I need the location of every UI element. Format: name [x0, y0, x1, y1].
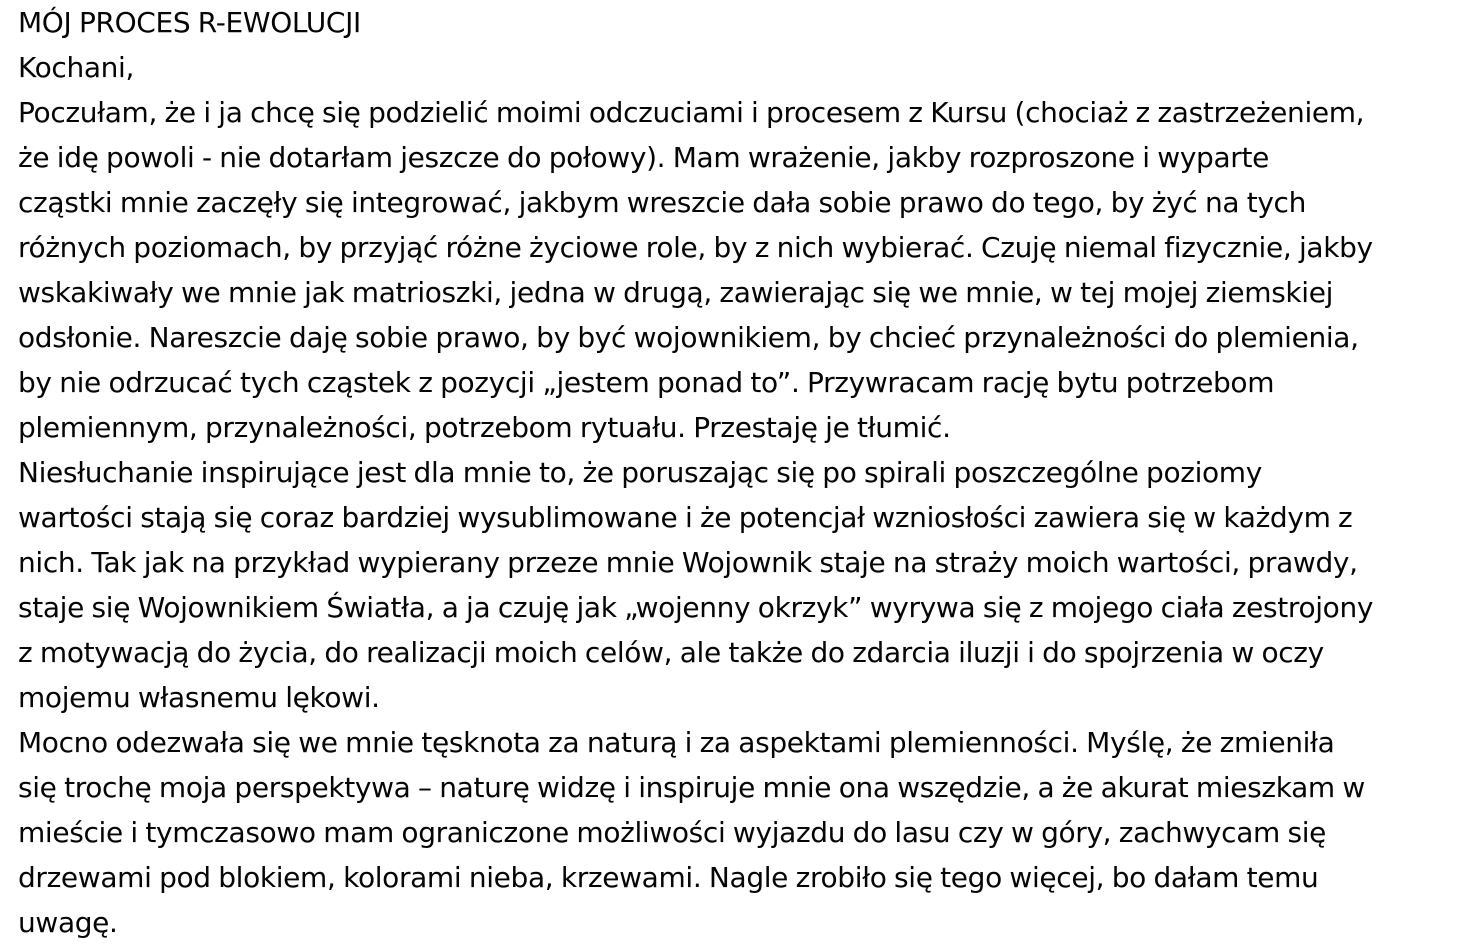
text-line: staje się Wojownikiem Światła, a ja czuję jak „wojenny okrzyk” wyrywa się z mojego ciała zestrojony [18, 591, 1374, 624]
text-line: Niesłuchanie inspirujące jest dla mnie to, że poruszając się po spirali poszczególne poziomy [18, 456, 1262, 489]
paragraph-1 [18, 90, 1483, 450]
text-line: wskakiwały we mnie jak matrioszki, jedna w drugą, zawierając się we mnie, w tej mojej ziemskiej [18, 276, 1334, 309]
text-line: odsłonie. Nareszcie daję sobie prawo, by być wojownikiem, by chcieć przynależności do plemienia, [18, 321, 1359, 354]
document-title: MÓJ PROCES R-EWOLUCJI [18, 6, 361, 39]
document-body [18, 0, 1483, 945]
text-line: się trochę moja perspektywa – naturę widzę i inspiruje mnie ona wszędzie, a że akurat mieszkam w [18, 771, 1365, 804]
greeting: Kochani, [18, 51, 135, 84]
text-line: Poczułam, że i ja chcę się podzielić moimi odczuciami i procesem z Kursu (chociaż z zastrzeżeniem, [18, 96, 1365, 129]
text-line: wartości stają się coraz bardziej wysublimowane i że potencjał wzniosłości zawiera się w każdym z [18, 501, 1353, 534]
text-line: by nie odrzucać tych cząstek z pozycji „jestem ponad to”. Przywracam rację bytu potrzebom [18, 366, 1275, 399]
paragraph-3 [18, 720, 1483, 945]
text-line: że idę powoli - nie dotarłam jeszcze do połowy). Mam wrażenie, jakby rozproszone i wyparte [18, 141, 1269, 174]
text-line: nich. Tak jak na przykład wypierany przeze mnie Wojownik staje na straży moich wartości, prawdy, [18, 546, 1358, 579]
text-line: różnych poziomach, by przyjąć różne życiowe role, by z nich wybierać. Czuję niemal fizycznie, jakby [18, 231, 1373, 264]
text-line: plemiennym, przynależności, potrzebom rytuału. Przestaję je tłumić. [18, 411, 951, 444]
text-line: Mocno odezwała się we mnie tęsknota za naturą i za aspektami plemienności. Myślę, że zmieniła [18, 726, 1335, 759]
text-line: z motywacją do życia, do realizacji moich celów, ale także do zdarcia iluzji i do spojrzenia w oczy [18, 636, 1324, 669]
text-line: mieście i tymczasowo mam ograniczone możliwości wyjazdu do lasu czy w góry, zachwycam się [18, 816, 1327, 849]
text-line: drzewami pod blokiem, kolorami nieba, krzewami. Nagle zrobiło się tego więcej, bo dałam temu [18, 861, 1319, 894]
text-line: mojemu własnemu lękowi. [18, 681, 380, 714]
text-line: cząstki mnie zaczęły się integrować, jakbym wreszcie dała sobie prawo do tego, by żyć na tych [18, 186, 1306, 219]
text-line: uwagę. [18, 906, 118, 939]
paragraph-2 [18, 450, 1483, 720]
